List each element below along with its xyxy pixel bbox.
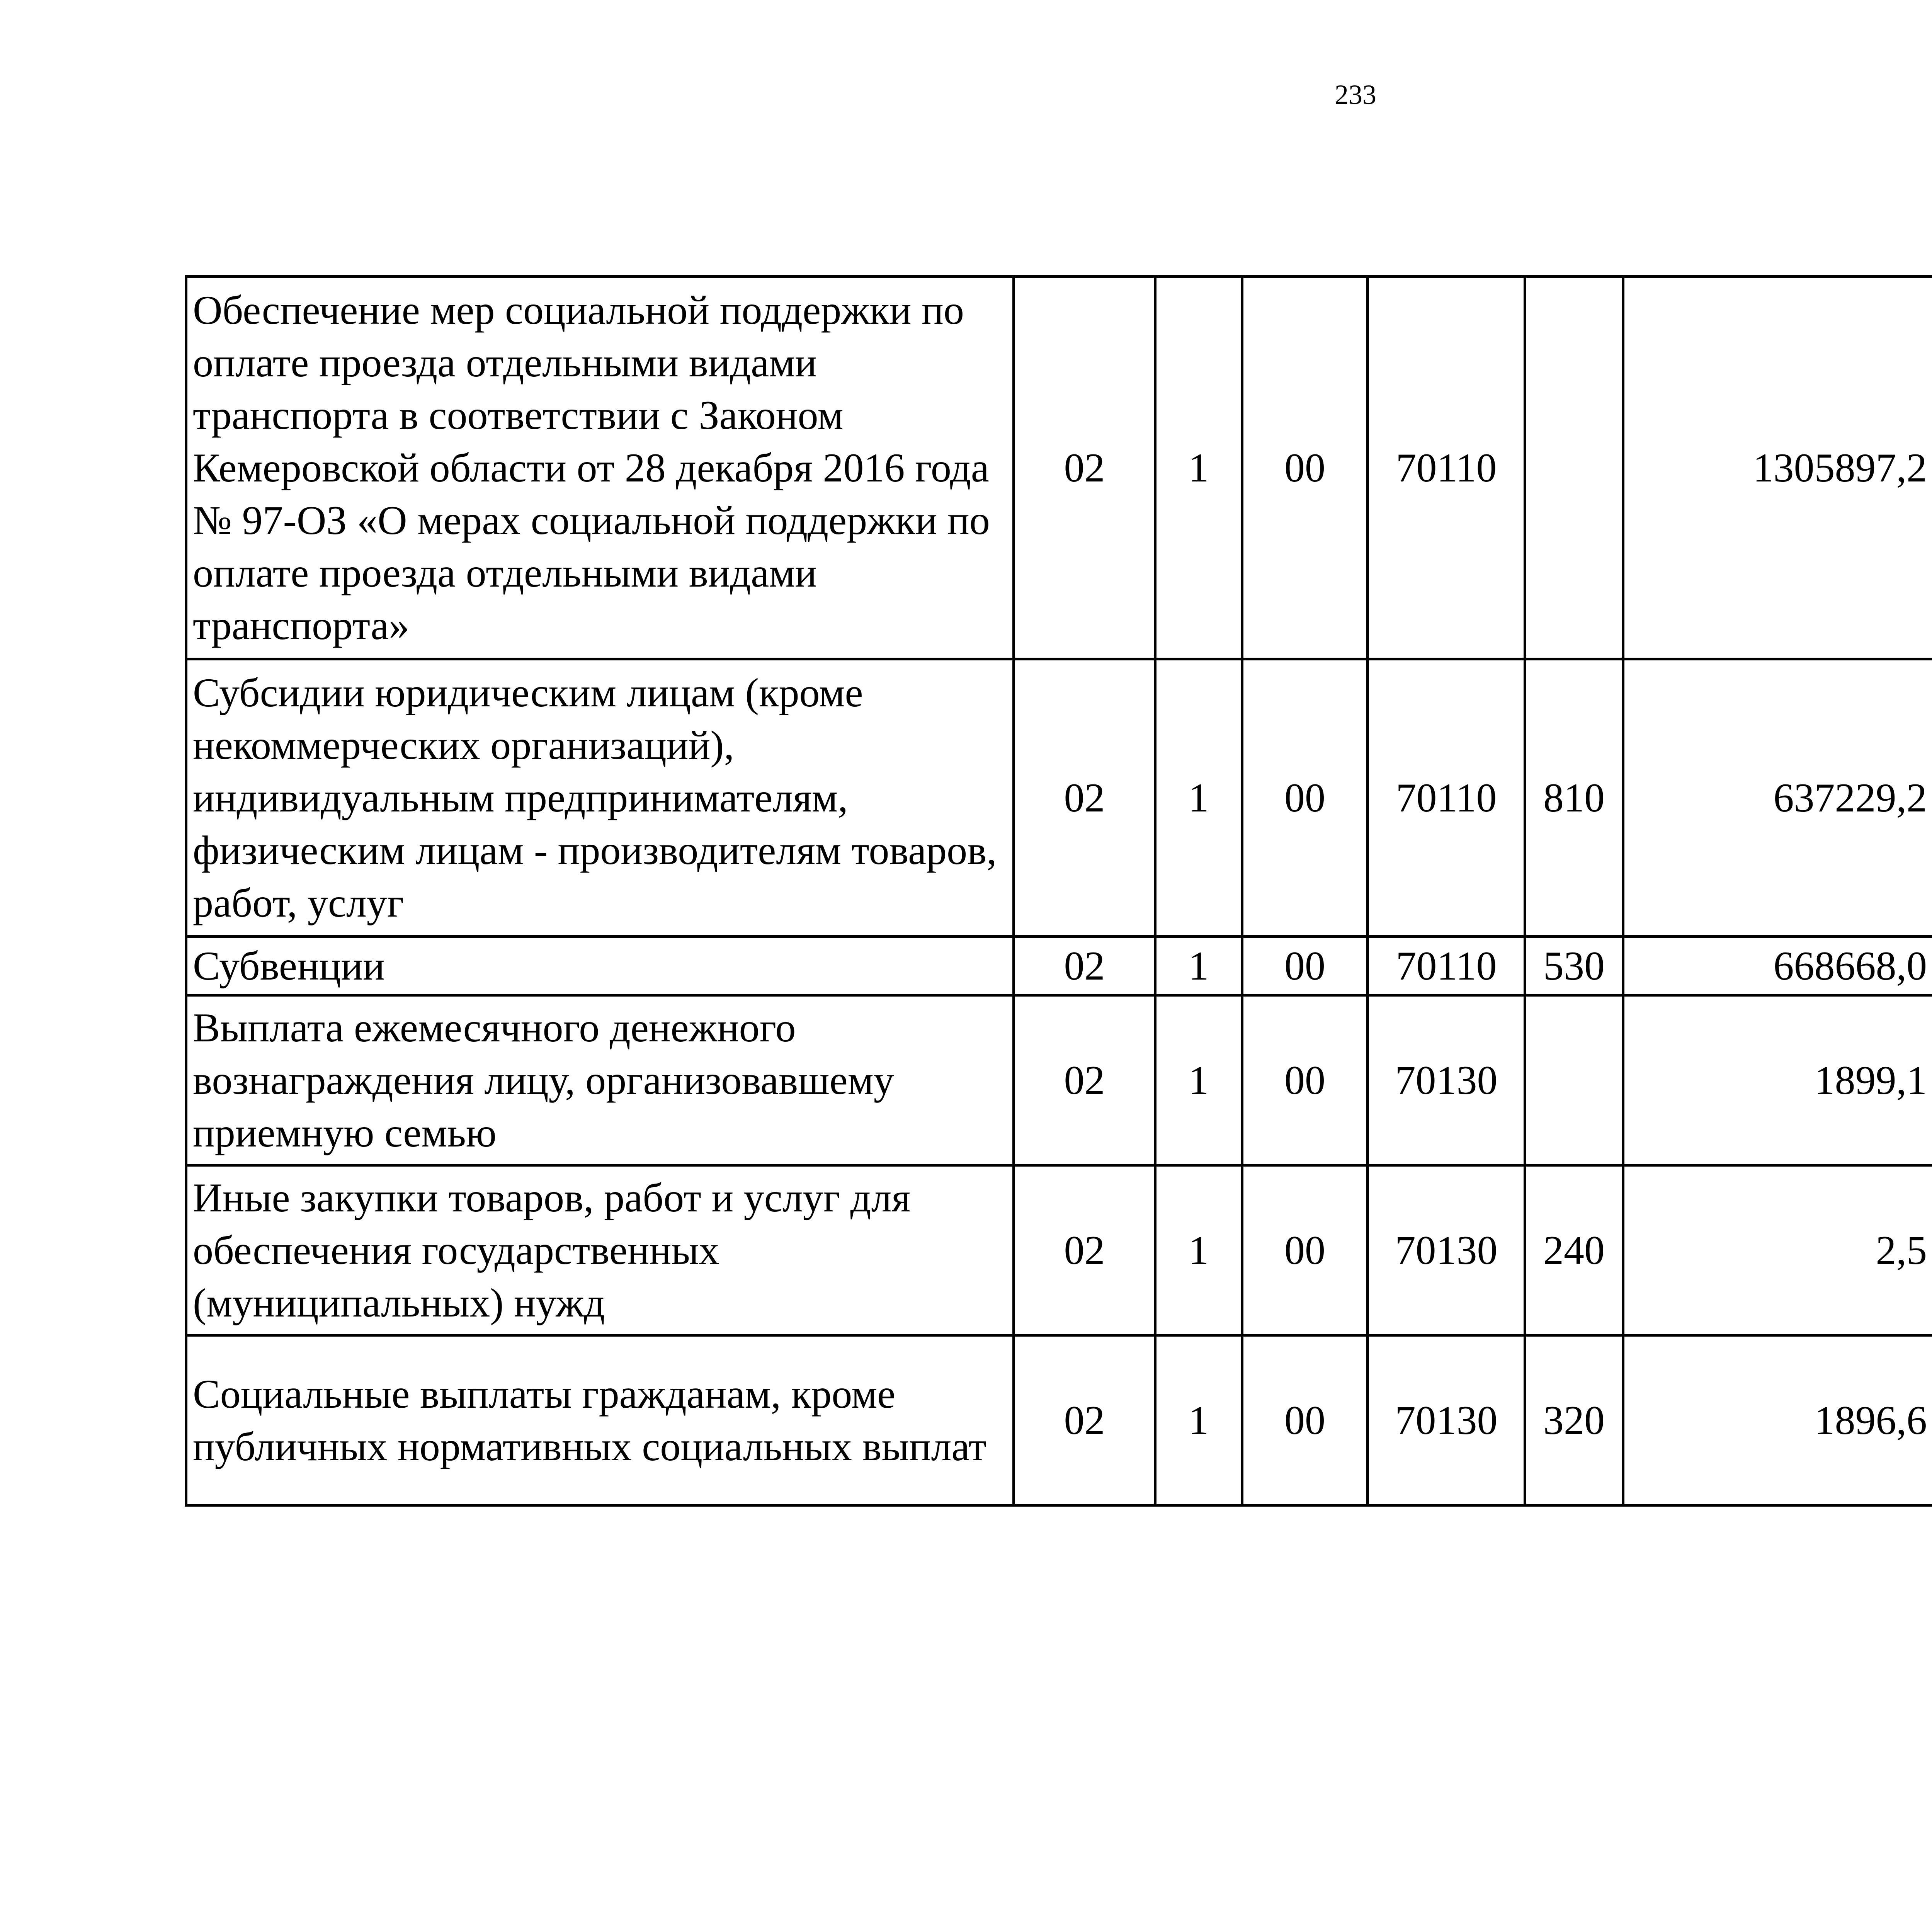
row-code-3: 00 xyxy=(1242,659,1368,937)
row-code-5: 240 xyxy=(1525,1165,1623,1335)
row-code-2: 1 xyxy=(1155,1335,1242,1505)
row-code-1: 02 xyxy=(1014,937,1155,995)
row-value-1: 1305897,2 xyxy=(1623,277,1932,659)
row-code-4: 70110 xyxy=(1368,937,1525,995)
page-number: 233 xyxy=(1335,79,1376,110)
row-code-3: 00 xyxy=(1242,1165,1368,1335)
row-code-4: 70130 xyxy=(1368,1335,1525,1505)
row-code-5 xyxy=(1525,277,1623,659)
row-code-1: 02 xyxy=(1014,995,1155,1165)
row-code-2: 1 xyxy=(1155,937,1242,995)
row-code-2: 1 xyxy=(1155,995,1242,1165)
row-code-5: 810 xyxy=(1525,659,1623,937)
row-name: Выплата ежемесячного денежного вознаграждения лицу, организовавшему приемную семью xyxy=(186,995,1014,1165)
table-row xyxy=(186,1165,1932,1335)
row-name: Субвенции xyxy=(186,937,1014,995)
row-code-3: 00 xyxy=(1242,995,1368,1165)
row-code-1: 02 xyxy=(1014,659,1155,937)
row-code-2: 1 xyxy=(1155,659,1242,937)
row-code-5: 320 xyxy=(1525,1335,1623,1505)
row-value-1: 2,5 xyxy=(1623,1165,1932,1335)
row-code-3: 00 xyxy=(1242,277,1368,659)
row-value-1: 1899,1 xyxy=(1623,995,1932,1165)
table-row xyxy=(186,995,1932,1165)
row-code-4: 70110 xyxy=(1368,659,1525,937)
table-row xyxy=(186,1335,1932,1505)
row-value-1: 637229,2 xyxy=(1623,659,1932,937)
table-row xyxy=(186,937,1932,995)
row-code-3: 00 xyxy=(1242,937,1368,995)
row-code-4: 70110 xyxy=(1368,277,1525,659)
row-value-1: 668668,0 xyxy=(1623,937,1932,995)
row-code-3: 00 xyxy=(1242,1335,1368,1505)
row-name: Иные закупки товаров, работ и услуг для обеспечения государственных (муниципальных) нужд xyxy=(186,1165,1014,1335)
row-name: Обеспечение мер социальной поддержки по оплате проезда отдельными видами транспорта в соответствии с Законом Кемеровской области от 28 декабря 2016 года № 97-ОЗ «О мерах социальной поддержки по оплате проезда отдельными видами транспорта» xyxy=(186,277,1014,659)
row-code-5: 530 xyxy=(1525,937,1623,995)
row-code-1: 02 xyxy=(1014,277,1155,659)
table-row xyxy=(186,277,1932,659)
row-code-4: 70130 xyxy=(1368,995,1525,1165)
row-code-5 xyxy=(1525,995,1623,1165)
row-code-2: 1 xyxy=(1155,1165,1242,1335)
budget-table xyxy=(185,275,1932,1507)
row-code-4: 70130 xyxy=(1368,1165,1525,1335)
row-name: Субсидии юридическим лицам (кроме некоммерческих организаций), индивидуальным предпринимателям, физическим лицам - производителям товаров, работ, услуг xyxy=(186,659,1014,937)
row-value-1: 1896,6 xyxy=(1623,1335,1932,1505)
row-code-1: 02 xyxy=(1014,1165,1155,1335)
row-name: Социальные выплаты гражданам, кроме публичных нормативных социальных выплат xyxy=(186,1335,1014,1505)
row-code-1: 02 xyxy=(1014,1335,1155,1505)
row-code-2: 1 xyxy=(1155,277,1242,659)
table-row xyxy=(186,659,1932,937)
